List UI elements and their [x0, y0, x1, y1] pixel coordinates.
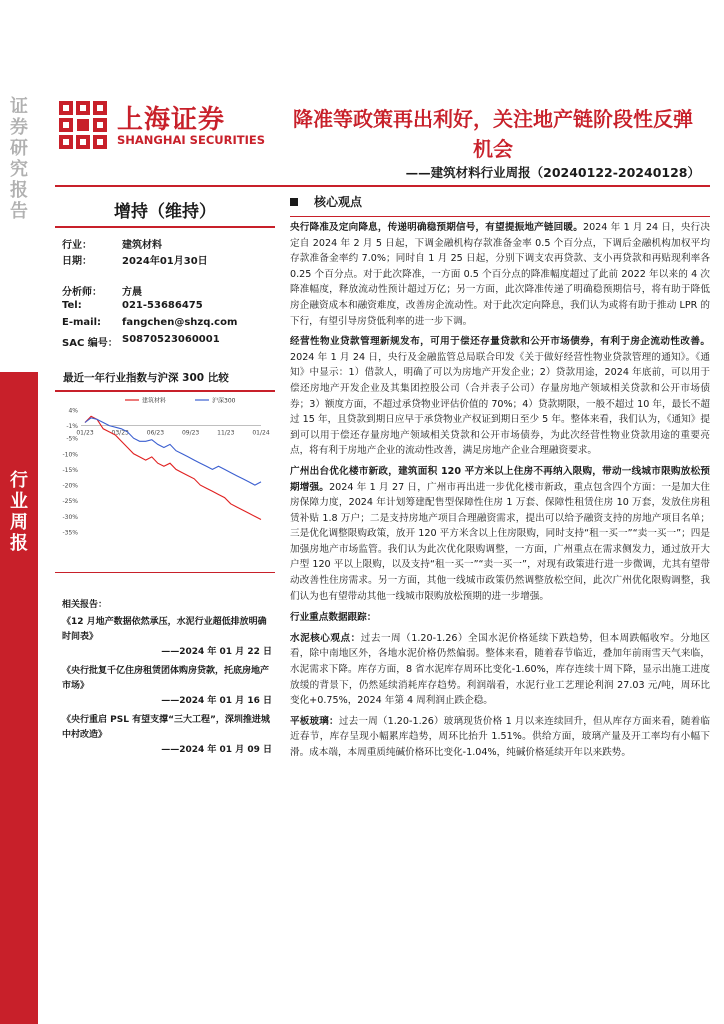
report-subtitle: ——建筑材料行业周报（20240122-20240128） [405, 165, 700, 180]
x-tick-label: 09/23 [181, 429, 200, 437]
line-chart [55, 392, 275, 540]
logo-mark-icon [55, 97, 111, 153]
section-bullet-icon [290, 198, 298, 206]
paragraph-text: 2024 年 1 月 24 日，央行决定自 2024 年 2 月 5 日起，下调金融机构存款准备金率 0.5 个百分点，下调后金融机构加权平均存款准备金率约 7.0%；同时自 1 月 25 日起，分别下调支农再贷款、支小再贷款和再贴现利率各 0.25 个百分点。对于此次降准，一方面 0.5 个百分点的降准幅度超过了此前 2022 年以来的 4 次降准幅度，释放流动性预计超过万亿；另一方面，此次降准传递了明确稳预期信号，将有助于降低房企融资成本和融资难度，改善房企流动性。对于此次定向降息，我们认为或将有助于推动 LPR 的下行，有望引导房贷低利率的进一步下调。 [290, 222, 710, 327]
rating-divider [55, 226, 275, 228]
logo-cn-text: 上海证券 [117, 105, 226, 135]
info-label: SAC 编号： [62, 338, 118, 349]
sidebar-top [0, 0, 38, 372]
y-tick-label: -5% [66, 435, 78, 443]
y-tick-label: -1% [66, 423, 78, 431]
info-label: E-mail: [62, 317, 102, 328]
y-tick-label: -30% [62, 513, 78, 521]
company-logo [55, 97, 265, 155]
related-report-date: ——2024 年 01 月 16 日 [161, 696, 272, 706]
x-tick-label: 06/23 [146, 429, 165, 437]
info-label: 分析师： [62, 287, 102, 298]
header-divider [55, 185, 710, 187]
related-reports-header: 相关报告： [62, 600, 108, 610]
series-line [85, 418, 261, 485]
core-section-header [290, 193, 710, 213]
x-tick-label: 01/23 [76, 429, 94, 437]
info-value: 建筑材料 [122, 240, 162, 251]
legend-label: 建筑材料 [142, 397, 167, 405]
sidebar-top-label: 证券研究报告 [10, 96, 28, 222]
paragraph [290, 220, 710, 329]
info-value: 021-53686475 [122, 300, 203, 311]
related-report-title[interactable]: 《央行重启 PSL 有望支撑“三大工程”，深圳推进城中村改造》 [62, 715, 270, 740]
related-report-title[interactable]: 《12 月地产数据依然承压，水泥行业超低排放明确时间表》 [62, 617, 267, 642]
info-value: fangchen@shzq.com [122, 317, 238, 328]
chart-title: 最近一年行业指数与沪深 300 比较 [63, 372, 229, 384]
data-section-heading: 行业重点数据跟踪： [290, 612, 377, 624]
related-report-title[interactable]: 《央行批复千亿住房租赁团体购房贷款，托底房地产市场》 [62, 666, 270, 691]
y-tick-label: -15% [62, 466, 78, 474]
related-reports [62, 598, 272, 762]
info-label: Tel: [62, 300, 82, 311]
paragraph-lead: 经营性物业贷款管理新规发布，可用于偿还存量贷款和公开市场债券，有利于房企流动性改善。 [290, 336, 710, 348]
info-value: 2024年01月30日 [122, 256, 208, 267]
paragraph [290, 464, 710, 604]
paragraph [290, 334, 710, 459]
paragraph-text: 2024 年 1 月 24 日，央行及金融监管总局联合印发《关于做好经营性物业贷款管理的通知》。《通知》中显示：1）借款人，明确了可以为房地产开发企业；2）贷款用途，2024 年底前，可以用于偿还房地产开发企业及其集团控股公司（合并表子公司）存量房地产领域相关贷款和公开市场债券；3）额度方面，不超过承贷物业评估价值的 70%；4）贷款期限，一般不超过 10 年，最长不超过 15 年，且贷款到期日应早于承贷物业产权证到期日至少 5 年。整体来看，我们认为，《通知》提到可以用于偿还存量房地产领域相关贷款和公开市场债券，为此次经营性物业贷款用途的重要亮点，将有利于房地产企业的流动性改善，满足房地产企业合理融资要求。 [290, 351, 710, 457]
paragraph [290, 631, 710, 709]
paragraph [290, 714, 710, 761]
core-divider [290, 216, 710, 217]
x-tick-label: 01/24 [252, 429, 270, 437]
paragraph-text: 过去一周（1.20-1.26）玻璃现货价格 1 月以来连续回升，但从库存方面来看，随着临近春节，库存呈现小幅累库趋势，周环比抬升 1.51%。供给方面，玻璃产量及开工率均有小幅下滑。成本端，本周重质纯碱价格环比变化-1.04%，纯碱价格延续开年以来跌势。 [290, 715, 711, 758]
sidebar-bottom-label: 行业周报 [10, 470, 28, 554]
sidebar [0, 0, 38, 1024]
info-value: S0870523060001 [122, 334, 220, 345]
related-report-date: ——2024 年 01 月 09 日 [161, 745, 272, 755]
paragraph-text: 2024 年 1 月 27 日，广州市再出进一步优化楼市新政，重点包含四个方面：一是加大住房保障力度，2024 年计划筹建配售型保障性住房 1 万套、保障性租赁住房 10 万套，发放住房租赁补贴 1.8 万户；二是支持房地产项目合理融资需求，提出可以给予融资支持的房地产项目名单；三是优化调整限购政策，放开 120 平方米含以上住房限购，同时支持“租一买一”“卖一买一”；四是加强房地产市场监管。我们认为此次优化限购调整，一方面，广州重点在需求侧发力，通过放开大户型 120 平以上限购，以及支持“租一买一”“卖一买一”，对现有政策进行进一步微调，尤其有望带动改善性住房需求。另一方面，其他一线城市政策仍然调整放松空间，此次广州优化限购调整，我们认为也有望带动其他一线城市限购放松预期的进一步增强。 [290, 481, 710, 602]
report-body [290, 220, 710, 766]
chart-bottom-divider [55, 572, 275, 573]
info-label: 日期： [62, 256, 92, 267]
x-tick-label: 03/23 [111, 429, 129, 437]
x-tick-label: 11/23 [217, 429, 235, 437]
info-label: 行业： [62, 240, 92, 251]
paragraph-lead: 平板玻璃： [290, 715, 339, 727]
report-title: 降准等政策再出利好，关注地产链阶段性反弹机会 [293, 107, 693, 161]
logo-en-text: SHANGHAI SECURITIES [117, 133, 265, 147]
related-report-date: ——2024 年 01 月 22 日 [161, 647, 272, 657]
paragraph-lead: 广州出台优化楼市新政，建筑面积 120 平方米以上住房不再纳入限购，带动一线城市限购放松预期增强。 [290, 465, 710, 493]
y-tick-label: -25% [62, 498, 78, 506]
core-section-title: 核心观点 [314, 195, 363, 209]
info-value: 方晨 [122, 287, 142, 298]
y-tick-label: -10% [62, 451, 78, 459]
rating: 增持（维持） [114, 202, 216, 222]
paragraph-lead: 水泥核心观点： [290, 632, 361, 644]
legend-label: 沪深300 [212, 397, 236, 405]
y-tick-label: -20% [62, 482, 78, 490]
paragraph-lead: 央行降准及定向降息，传递明确稳预期信号，有望提振地产链回暖。 [290, 222, 583, 233]
y-tick-label: 4% [68, 407, 78, 415]
paragraph-text: 过去一周（1.20-1.26）全国水泥价格延续下跌趋势，但本周跌幅收窄。分地区看，除中南地区外，各地水泥价格仍然偏弱。整体来看，随着春节临近，叠加年前雨雪天气来临，水泥需求下降。库存方面，8 省水泥库存周环比变化-1.60%，库存连续十周下降，显示出施工进度放缓的背景下，仍然延续消耗库存趋势。利润端看，水泥行业工艺理论利润 27.03 元/吨，周环比变化+0.75%，2024 年第 4 周利润止跌企稳。 [290, 632, 711, 707]
y-tick-label: -35% [62, 529, 78, 537]
